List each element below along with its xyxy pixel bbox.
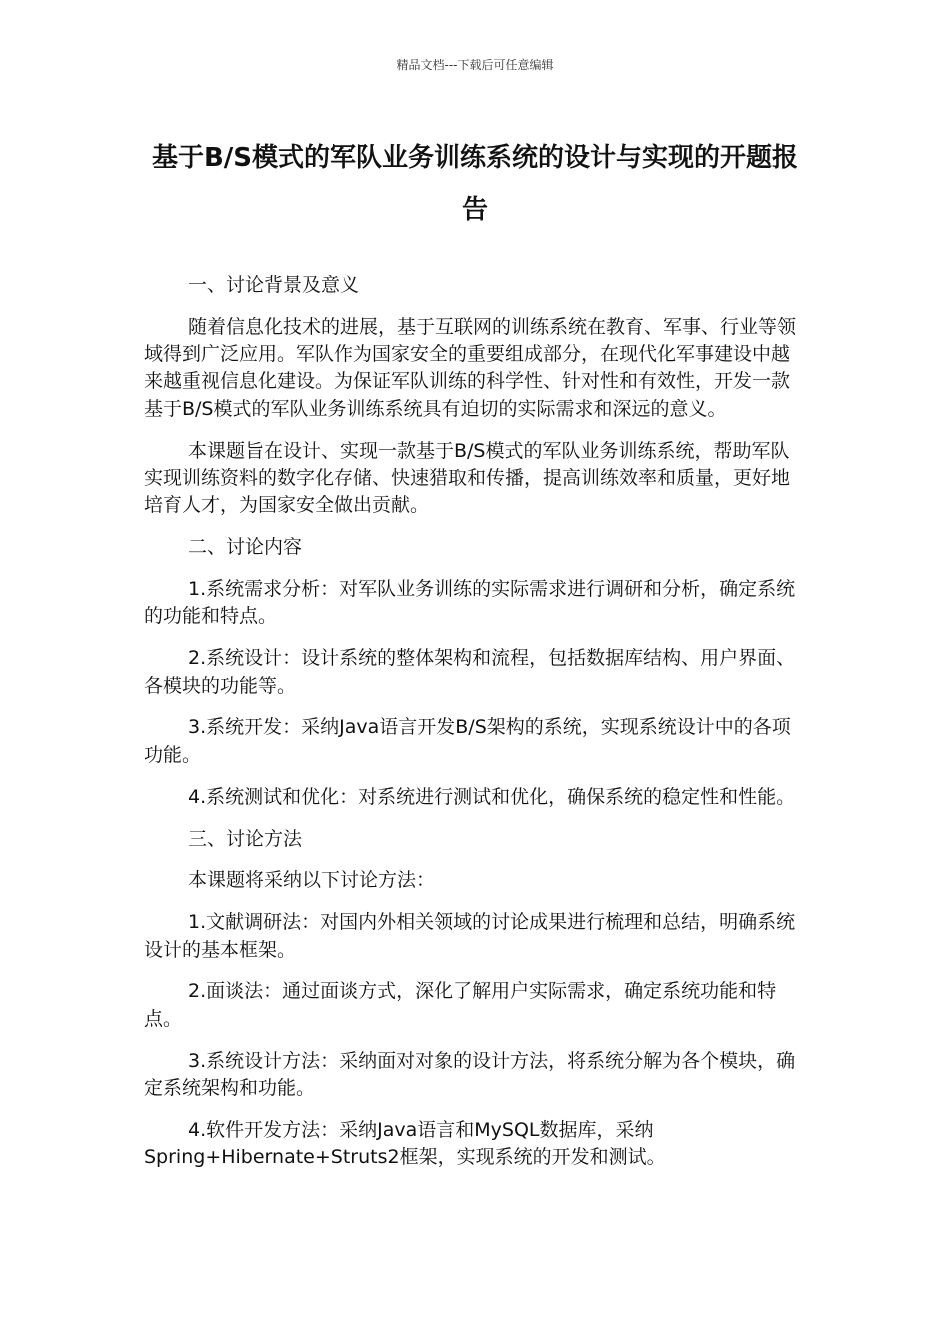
document-body bbox=[144, 272, 804, 1186]
paragraph: 本课题将采纳以下讨论方法： bbox=[188, 869, 436, 892]
section-heading-methods: 三、讨论方法 bbox=[188, 827, 303, 850]
header-note: 精品文档---下载后可任意编辑 bbox=[396, 58, 554, 72]
list-item: 4.系统测试和优化：对系统进行测试和优化，确保系统的稳定性和性能。 bbox=[188, 785, 796, 808]
section-heading-background: 一、讨论背景及意义 bbox=[188, 274, 360, 296]
list-item: 2.面谈法：通过面谈方式，深化了解用户实际需求，确定系统功能和特点。 bbox=[144, 980, 777, 1030]
list-item: 1.系统需求分析：对军队业务训练的实际需求进行调研和分析，确定系统的功能和特点。 bbox=[144, 578, 796, 628]
list-item: 3.系统设计方法：采纳面对对象的设计方法，将系统分解为各个模块，确定系统架构和功能。 bbox=[144, 1049, 796, 1099]
list-item: 1.文献调研法：对国内外相关领域的讨论成果进行梳理和总结，明确系统设计的基本框架。 bbox=[144, 911, 796, 961]
document-title: 基于B/S模式的军队业务训练系统的设计与实现的开题报告 bbox=[151, 143, 799, 225]
list-item: 3.系统开发：采纳Java语言开发B/S架构的系统，实现系统设计中的各项功能。 bbox=[144, 716, 791, 766]
paragraph: 随着信息化技术的进展，基于互联网的训练系统在教育、军事、行业等领域得到广泛应用。军队作为国家安全的重要组成部分，在现代化军事建设中越来越重视信息化建设。为保证军队训练的科学性、针对性和有效性，开发一款基于B/S模式的军队业务训练系统具有迫切的实际需求和深远的意义。 bbox=[144, 315, 797, 420]
section-heading-content: 二、讨论内容 bbox=[188, 536, 303, 559]
list-item: 2.系统设计：设计系统的整体架构和流程，包括数据库结构、用户界面、各模块的功能等。 bbox=[144, 647, 796, 697]
paragraph: 本课题旨在设计、实现一款基于B/S模式的军队业务训练系统，帮助军队实现训练资料的数字化存储、快速猎取和传播，提高训练效率和质量，更好地培育人才，为国家安全做出贡献。 bbox=[144, 439, 791, 517]
list-item: 4.软件开发方法：采纳Java语言和MySQL数据库，采纳Spring+Hibernate+Struts2框架，实现系统的开发和测试。 bbox=[144, 1118, 666, 1169]
